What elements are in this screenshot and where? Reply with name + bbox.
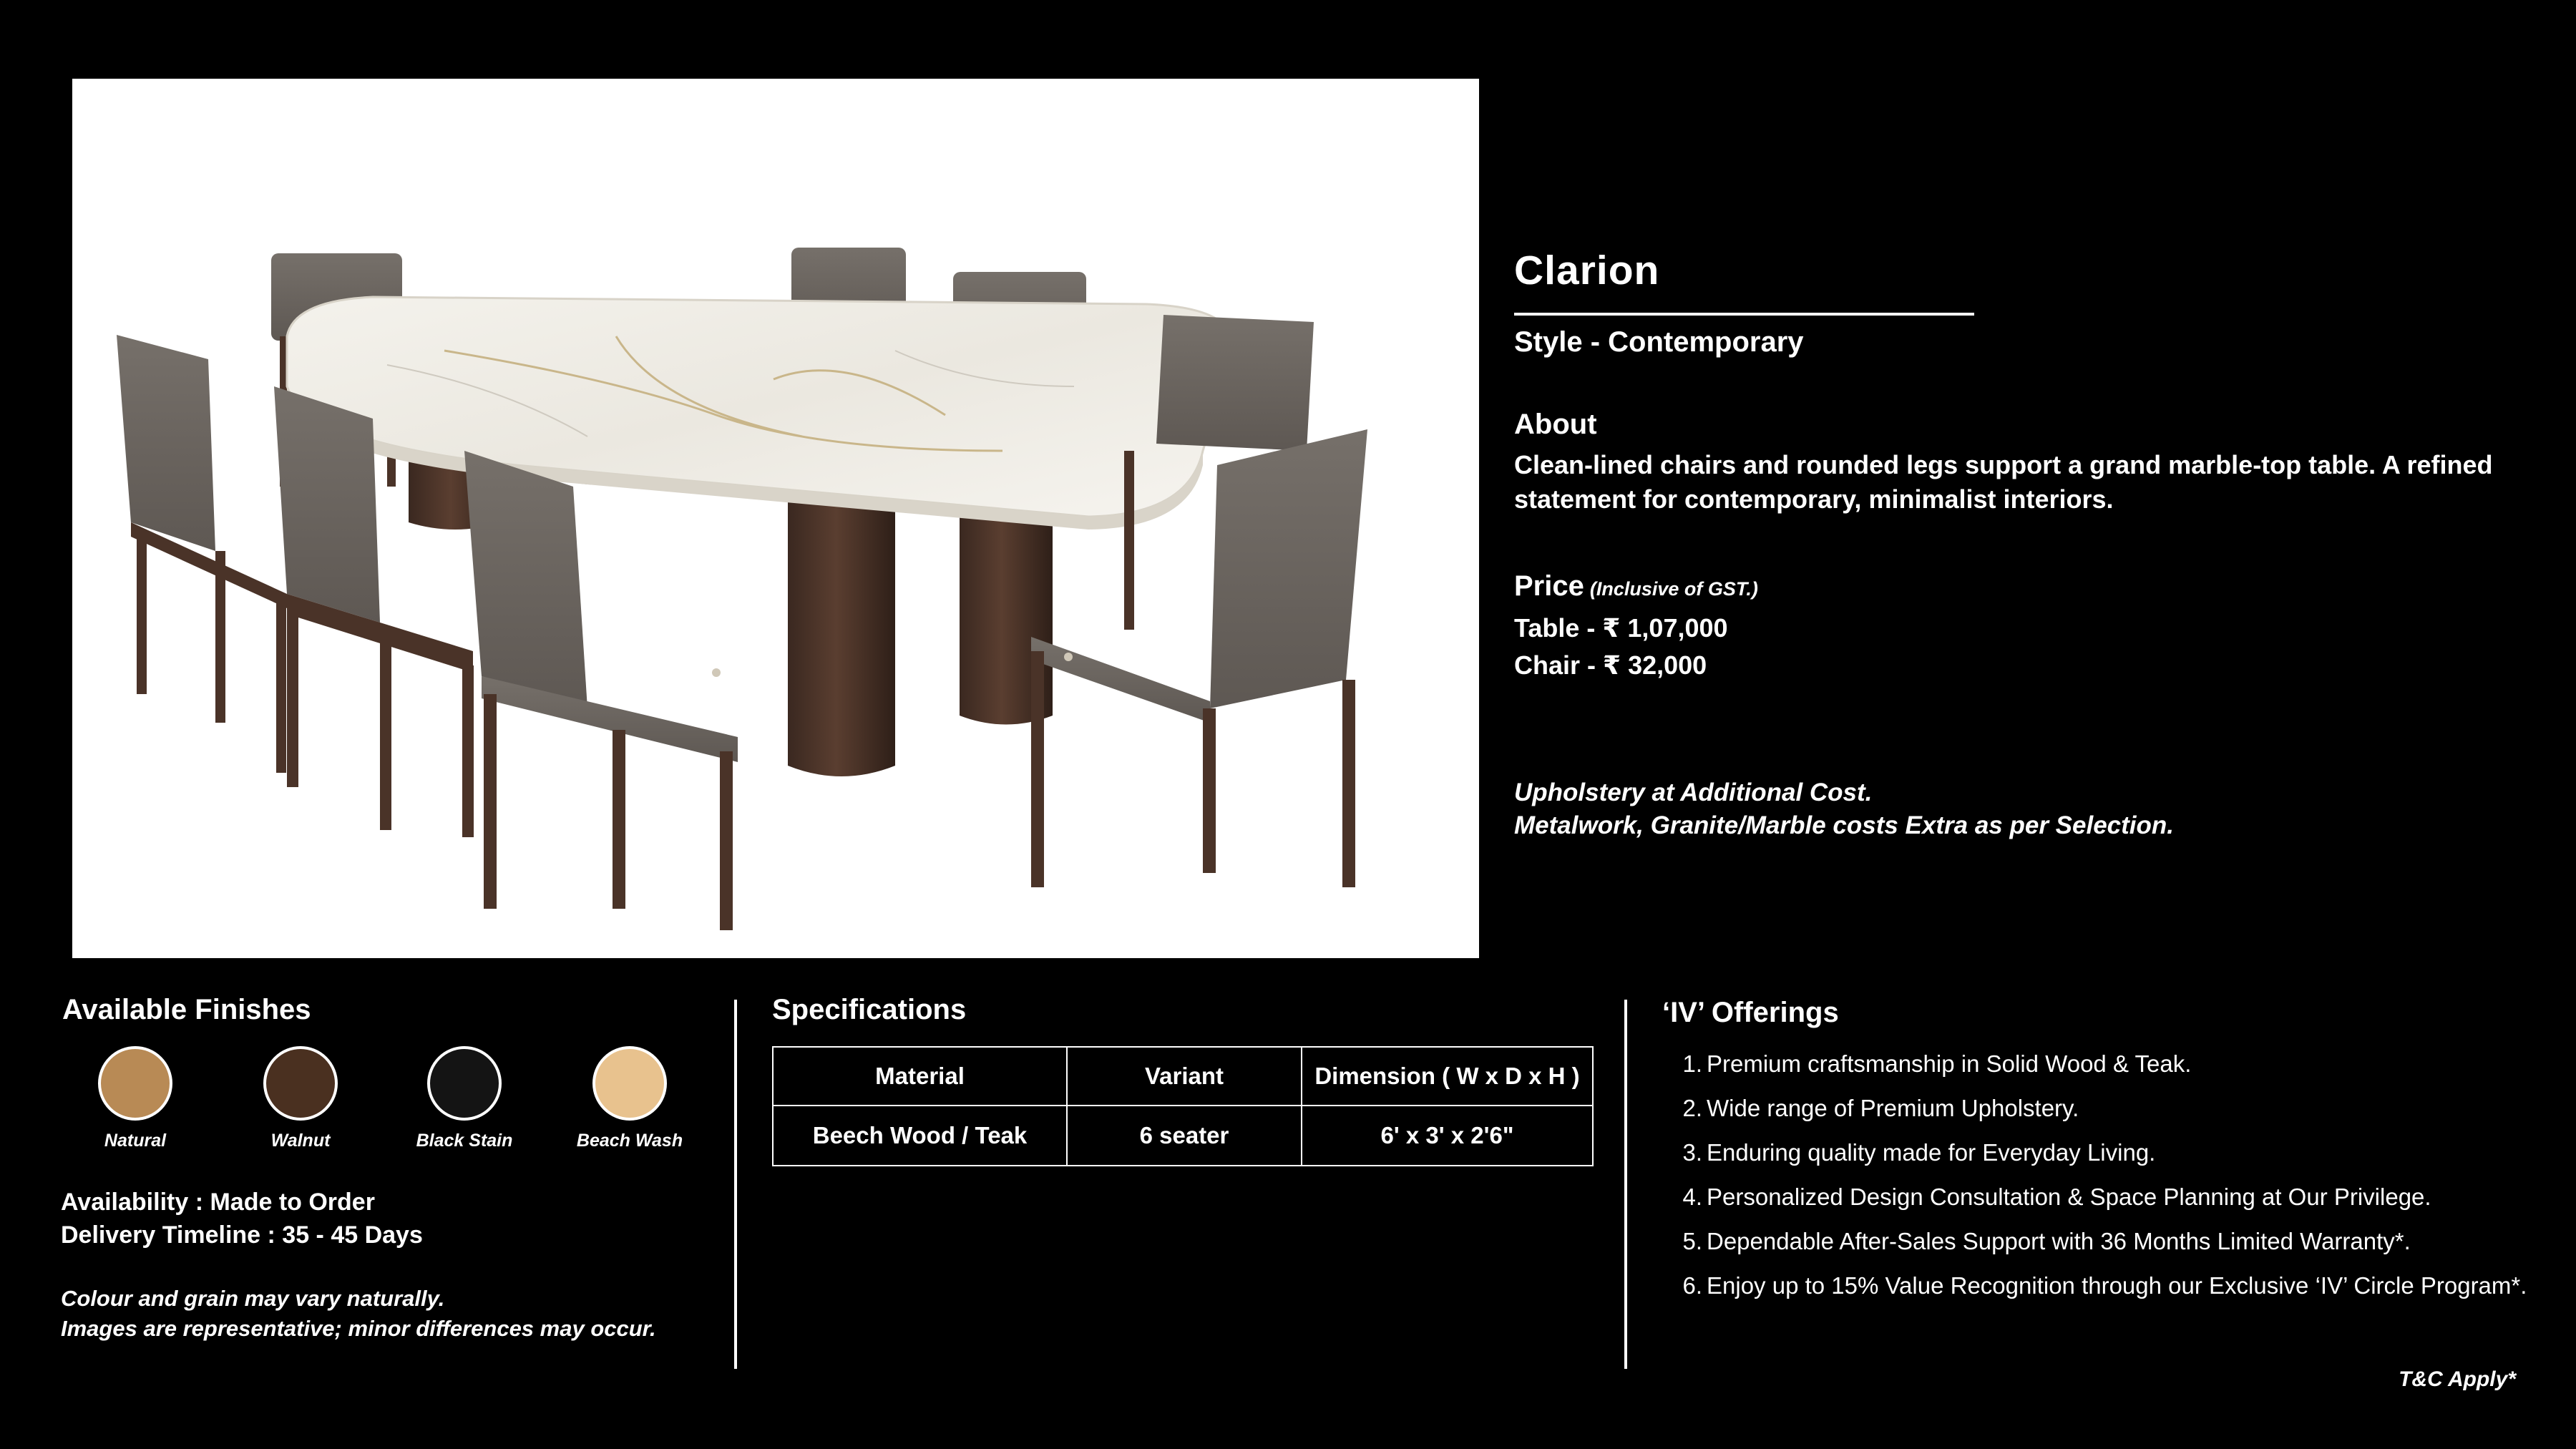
list-item: 3. Enduring quality made for Everyday Living. [1662,1131,2550,1175]
finish-label: Natural [104,1131,167,1151]
finish-swatch [98,1046,172,1121]
upholstery-note: Upholstery at Additional Cost. [1514,779,1873,806]
finish-natural [53,1046,218,1151]
header-dimension: Dimension ( W x D x H ) [1302,1047,1593,1106]
chair-left-end [117,335,287,773]
price-gst-note: (Inclusive of GST.) [1589,578,1758,600]
cell-variant: 6 seater [1067,1106,1302,1166]
availability-status: Availability : Made to Order [61,1189,375,1216]
offerings-list [1662,1042,2550,1308]
table-price: Table - ₹ 1,07,000 [1514,613,1728,643]
header-material: Material [773,1047,1067,1106]
list-item: 2. Wide range of Premium Upholstery. [1662,1086,2550,1131]
terms-note: T&C Apply* [2399,1367,2516,1391]
list-item: 5. Dependable After-Sales Support with 36 Months Limited Warranty*. [1662,1219,2550,1264]
offering-text: Personalized Design Consultation & Space Planning at Our Privilege. [1707,1184,2431,1210]
style-label: Style - Contemporary [1514,326,1804,358]
finish-swatch [592,1046,667,1121]
about-text: Clean-lined chairs and rounded legs support a grand marble-top table. A refined statement for contemporary, minimalist interiors. [1514,450,2493,514]
finish-label: Black Stain [416,1131,513,1151]
list-item: 4. Personalized Design Consultation & Space Planning at Our Privilege. [1662,1175,2550,1219]
offering-text: Enjoy up to 15% Value Recognition through our Exclusive ‘IV’ Circle Program*. [1707,1272,2527,1299]
disclaimer-line: Colour and grain may vary naturally. [61,1286,445,1311]
chair-front-center [464,451,738,930]
delivery-timeline: Delivery Timeline : 35 - 45 Days [61,1221,423,1249]
column-divider [1624,1000,1627,1369]
title-divider [1514,313,1974,316]
metalwork-note: Metalwork, Granite/Marble costs Extra as per Selection. [1514,811,2174,839]
disclaimer-line: Images are representative; minor differences may occur. [61,1316,656,1341]
product-name: Clarion [1514,248,1660,293]
cell-dimension: 6' x 3' x 2'6" [1302,1106,1593,1166]
availability-info [61,1186,423,1252]
finish-swatch [263,1046,338,1121]
finish-beach-wash [547,1046,712,1151]
list-item: 6. Enjoy up to 15% Value Recognition through our Exclusive ‘IV’ Circle Program*. [1662,1264,2550,1308]
price-list [1514,610,1728,684]
specifications-table [772,1046,1594,1166]
finish-label: Walnut [270,1131,331,1151]
additional-cost-notes [1514,776,2174,842]
finishes-title: Available Finishes [62,994,311,1025]
offering-text: Wide range of Premium Upholstery. [1707,1095,2079,1121]
offering-text: Dependable After-Sales Support with 36 Months Limited Warranty*. [1707,1228,2411,1254]
table-row [773,1106,1593,1166]
finish-swatch [427,1046,502,1121]
header-variant: Variant [1067,1047,1302,1106]
finish-walnut [218,1046,383,1151]
price-heading-label: Price [1514,570,1584,602]
chair-price: Chair - ₹ 32,000 [1514,650,1707,680]
specifications-title: Specifications [772,994,967,1025]
finish-label: Beach Wash [576,1131,683,1151]
offering-text: Enduring quality made for Everyday Living. [1707,1139,2156,1166]
about-heading: About [1514,409,1597,440]
column-divider [734,1000,737,1369]
product-image [72,79,1479,958]
price-heading [1514,570,1758,602]
pedestal-front-left [788,479,895,776]
cell-material: Beech Wood / Teak [773,1106,1067,1166]
finish-black-stain [382,1046,547,1151]
table-header-row [773,1047,1593,1106]
offering-text: Premium craftsmanship in Solid Wood & Teak. [1707,1050,2192,1077]
offerings-title: ‘IV’ Offerings [1662,997,1839,1028]
dining-set-illustration [72,79,1479,958]
disclaimer [61,1284,656,1344]
list-item: 1. Premium craftsmanship in Solid Wood & Teak. [1662,1042,2550,1086]
